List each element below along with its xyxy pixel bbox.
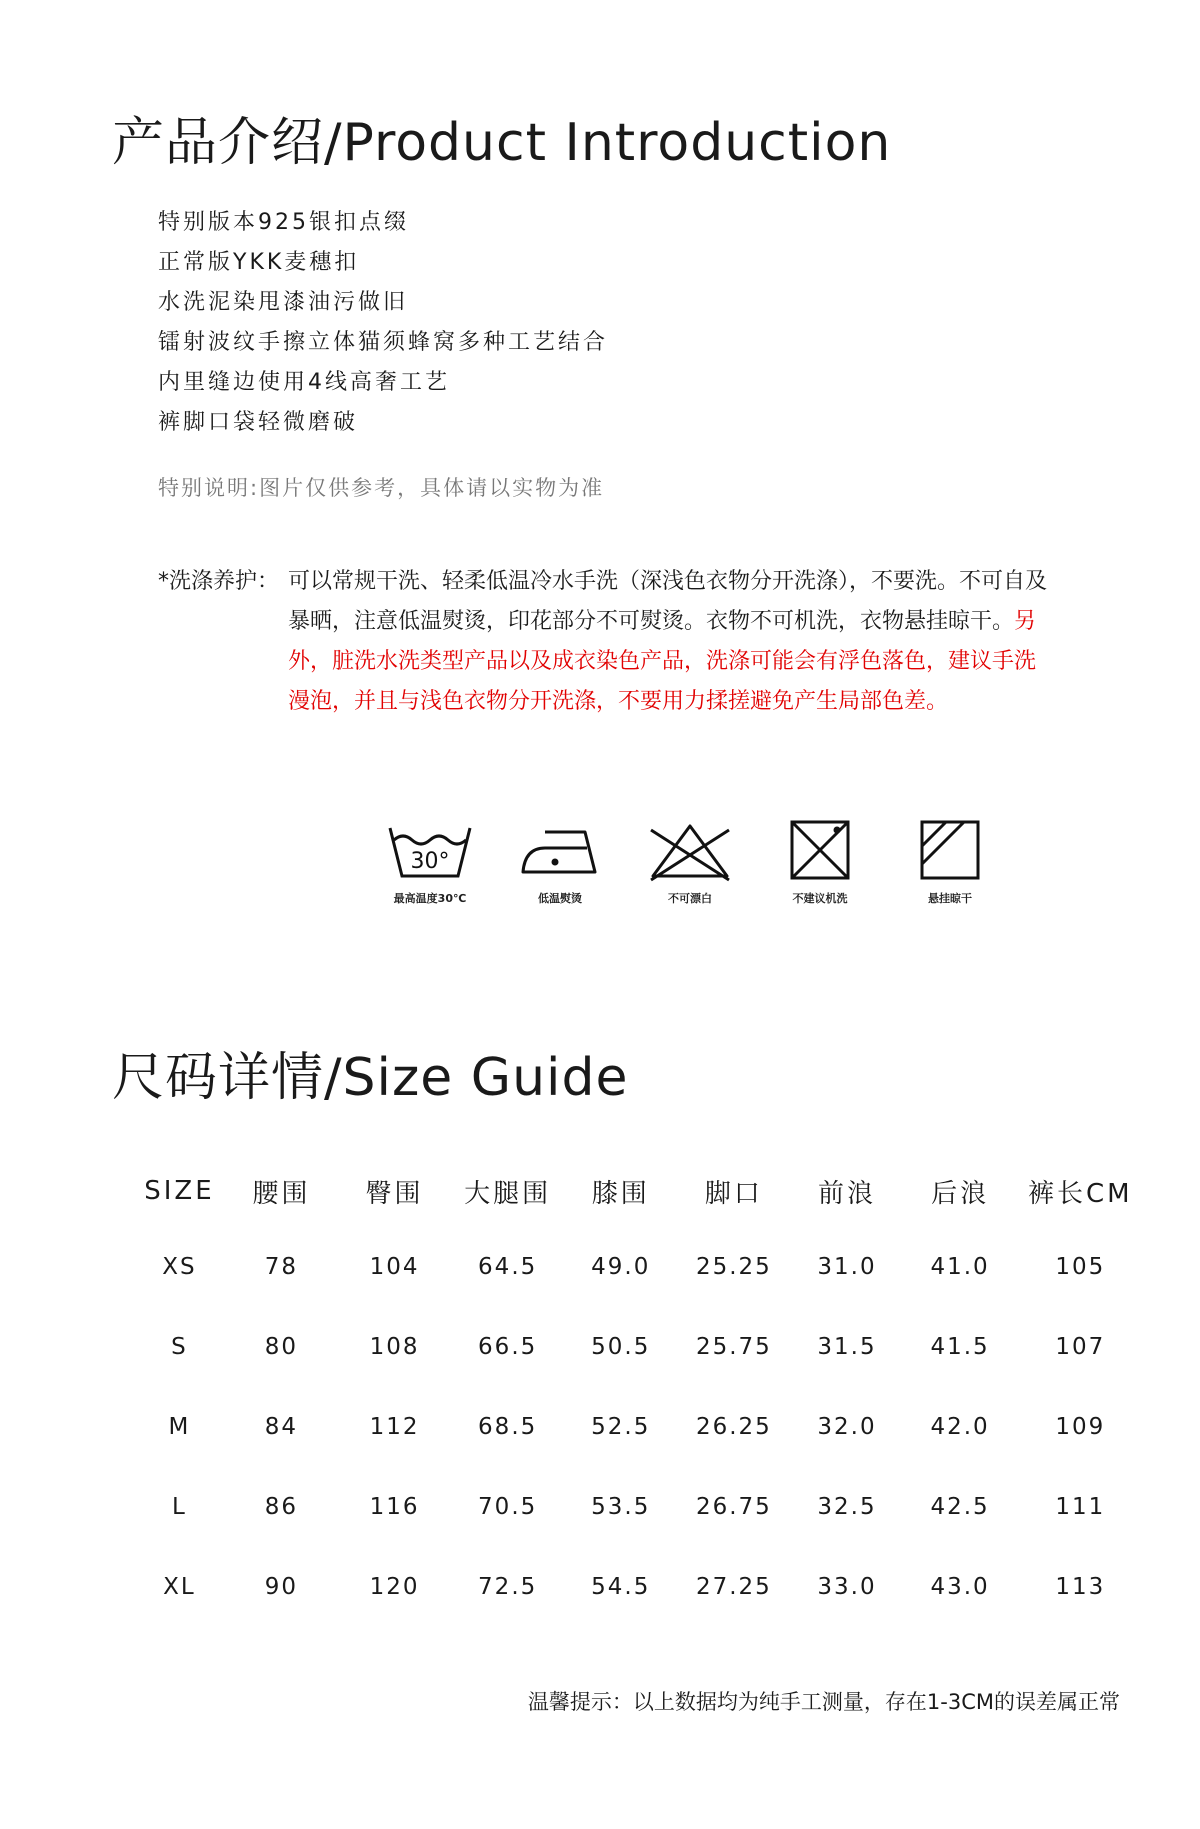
column-header: 臀围 bbox=[365, 1178, 424, 1209]
table-cell: 31.5 bbox=[817, 1334, 877, 1360]
care-icon-item bbox=[755, 820, 885, 906]
no-machine-wash-icon bbox=[775, 820, 865, 882]
wash-temp-text: 30° bbox=[410, 849, 450, 874]
column-header: 裤长CM bbox=[1028, 1178, 1133, 1209]
care-text-normal: 可以常规干洗、轻柔低温冷水手洗（深浅色衣物分开洗涤），不要洗。不可自及暴晒，注意低温熨烫，印花部分不可熨烫。衣物不可机洗，衣物悬挂晾干。 bbox=[288, 569, 1048, 634]
table-cell: 104 bbox=[369, 1254, 420, 1280]
care-icon-label: 不可漂白 bbox=[668, 892, 712, 905]
column-header: 后浪 bbox=[931, 1178, 990, 1209]
table-cell: 66.5 bbox=[478, 1334, 538, 1360]
size-table-header bbox=[134, 1155, 1144, 1227]
feature-item: 裤脚口袋轻微磨破 bbox=[158, 410, 359, 435]
table-cell: 84 bbox=[264, 1414, 299, 1440]
table-cell: 116 bbox=[369, 1494, 420, 1520]
table-cell: 113 bbox=[1055, 1574, 1106, 1600]
care-icon-label: 低温熨烫 bbox=[538, 892, 582, 905]
care-text-warning: 另外，脏洗水洗类型产品以及成衣染色产品，洗涤可能会有浮色落色，建议手洗漫泡，并且与浅色衣物分开洗涤，不要用力揉搓避免产生局部色差。 bbox=[288, 609, 1037, 714]
table-cell: 120 bbox=[369, 1574, 420, 1600]
table-cell: 26.25 bbox=[695, 1414, 772, 1440]
column-header: 脚口 bbox=[704, 1178, 763, 1209]
column-header: 腰围 bbox=[252, 1178, 311, 1209]
table-cell: 64.5 bbox=[478, 1254, 538, 1280]
intro-title: 产品介绍/Product Introduction bbox=[112, 113, 892, 173]
table-row bbox=[134, 1547, 1144, 1627]
table-row bbox=[134, 1227, 1144, 1307]
wash-30-icon bbox=[385, 820, 475, 882]
care-label: *洗涤养护： bbox=[158, 569, 280, 594]
table-cell: 109 bbox=[1055, 1414, 1106, 1440]
table-cell: 68.5 bbox=[478, 1414, 538, 1440]
size-cell: XL bbox=[163, 1574, 196, 1600]
table-cell: 108 bbox=[369, 1334, 420, 1360]
table-row bbox=[134, 1387, 1144, 1467]
size-guide-title: 尺码详情/Size Guide bbox=[112, 1048, 629, 1108]
care-icon-label: 不建议机洗 bbox=[792, 892, 848, 905]
column-header: SIZE bbox=[144, 1176, 215, 1206]
table-cell: 80 bbox=[264, 1334, 299, 1360]
size-cell: L bbox=[172, 1494, 187, 1520]
iron-low-icon bbox=[515, 820, 605, 882]
table-cell: 31.0 bbox=[817, 1254, 877, 1280]
table-cell: 32.5 bbox=[817, 1494, 877, 1520]
care-icon-row bbox=[365, 820, 1005, 920]
table-cell: 90 bbox=[264, 1574, 299, 1600]
disclaimer-note: 特别说明:图片仅供参考，具体请以实物为准 bbox=[158, 476, 605, 500]
table-cell: 54.5 bbox=[591, 1574, 651, 1600]
size-table bbox=[134, 1155, 1144, 1627]
column-header: 大腿围 bbox=[464, 1178, 552, 1209]
size-cell: S bbox=[171, 1334, 188, 1360]
table-cell: 53.5 bbox=[591, 1494, 651, 1520]
feature-list bbox=[158, 203, 608, 443]
table-cell: 25.75 bbox=[695, 1334, 772, 1360]
table-cell: 107 bbox=[1055, 1334, 1106, 1360]
feature-item: 特别版本925银扣点缀 bbox=[158, 210, 409, 235]
table-cell: 42.5 bbox=[930, 1494, 990, 1520]
table-row bbox=[134, 1307, 1144, 1387]
feature-item: 内里缝边使用4线高奢工艺 bbox=[158, 370, 450, 395]
table-cell: 27.25 bbox=[695, 1574, 772, 1600]
table-cell: 43.0 bbox=[930, 1574, 990, 1600]
table-cell: 41.5 bbox=[930, 1334, 990, 1360]
care-text bbox=[288, 562, 1048, 722]
no-bleach-icon bbox=[645, 820, 735, 882]
care-icon-item bbox=[625, 820, 755, 906]
table-cell: 50.5 bbox=[591, 1334, 651, 1360]
table-cell: 111 bbox=[1055, 1494, 1106, 1520]
table-cell: 42.0 bbox=[930, 1414, 990, 1440]
table-cell: 49.0 bbox=[591, 1254, 651, 1280]
table-cell: 112 bbox=[369, 1414, 420, 1440]
table-cell: 25.25 bbox=[695, 1254, 772, 1280]
care-icon-label: 悬挂晾干 bbox=[928, 892, 972, 905]
feature-item: 正常版YKK麦穗扣 bbox=[158, 250, 360, 275]
table-cell: 26.75 bbox=[695, 1494, 772, 1520]
size-cell: XS bbox=[162, 1254, 197, 1280]
care-icon-item bbox=[495, 820, 625, 906]
care-icon-item bbox=[365, 820, 495, 906]
feature-item: 镭射波纹手擦立体猫须蜂窝多种工艺结合 bbox=[158, 330, 609, 355]
feature-item: 水洗泥染甩漆油污做旧 bbox=[158, 290, 409, 315]
table-cell: 33.0 bbox=[817, 1574, 877, 1600]
table-cell: 72.5 bbox=[478, 1574, 538, 1600]
measurement-note: 温馨提示：以上数据均为纯手工测量，存在1-3CM的误差属正常 bbox=[527, 1690, 1120, 1714]
care-icon-item bbox=[885, 820, 1015, 906]
table-cell: 32.0 bbox=[817, 1414, 877, 1440]
hang-dry-icon bbox=[905, 820, 995, 882]
size-cell: M bbox=[168, 1414, 191, 1440]
column-header: 前浪 bbox=[817, 1178, 876, 1209]
table-cell: 70.5 bbox=[478, 1494, 538, 1520]
care-icon-label: 最高温度30℃ bbox=[393, 892, 467, 905]
column-header: 膝围 bbox=[591, 1178, 650, 1209]
table-cell: 86 bbox=[264, 1494, 299, 1520]
table-cell: 52.5 bbox=[591, 1414, 651, 1440]
table-cell: 105 bbox=[1055, 1254, 1106, 1280]
table-cell: 78 bbox=[264, 1254, 299, 1280]
table-row bbox=[134, 1467, 1144, 1547]
table-cell: 41.0 bbox=[930, 1254, 990, 1280]
